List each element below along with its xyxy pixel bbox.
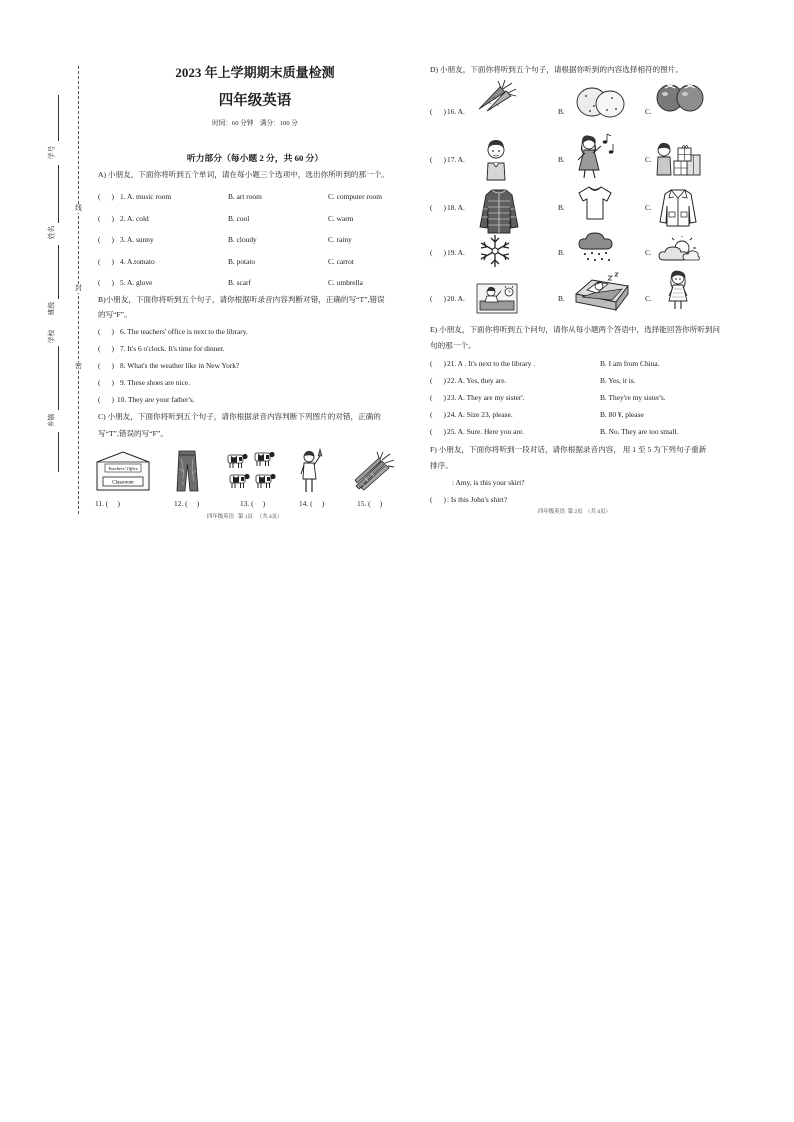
down-jacket-icon (478, 187, 520, 235)
township-label: 乡镇 (48, 413, 56, 428)
option-b: B. Yes, it is. (600, 376, 636, 385)
answer-blank: ( ) (98, 235, 115, 244)
option-a-label: 16. A. (447, 107, 465, 116)
section-e-instruction: E) 小朋友，下面你将听到五个问句，请你从每小题两个答语中，选择能回答你所听到问 (430, 325, 721, 334)
dialogue-text: : Is this John's shirt? (447, 495, 508, 504)
potato-icon (574, 82, 626, 120)
option-c: C. computer room (328, 192, 382, 201)
sign-top-text: Teachers' Office (108, 466, 138, 471)
option-a-label: 19. A. (447, 248, 465, 257)
answer-blank: ( ) (98, 395, 115, 404)
page-footer: 四年级英语 第 1页 （共 4页） (207, 514, 283, 520)
section-b-instruction-cont: 的写“F”。 (98, 310, 132, 319)
option-a: 4. A.tomato (120, 257, 155, 266)
question-row (0, 427, 794, 437)
answer-blank: ( ) (98, 192, 115, 201)
answer-blank: ( ) (98, 361, 115, 370)
option-b: B. They're my sister's. (600, 393, 666, 402)
picture-label: 15. ( ) (357, 499, 383, 508)
sun-cloud-icon (658, 236, 700, 264)
option-b: B. art room (228, 192, 262, 201)
option-c-label: C. (645, 155, 652, 164)
class-label: 班级 (48, 301, 56, 316)
picture-label: 11. ( ) (95, 499, 120, 508)
picture-label: 12. ( ) (174, 499, 200, 508)
answer-blank: ( ) (430, 359, 447, 368)
answer-blank: ( ) (430, 410, 447, 419)
option-b: B. potato (228, 257, 256, 266)
fill-line (58, 95, 59, 141)
sentence: 9. These shoes are nice. (120, 378, 191, 387)
t-shirt-icon (577, 185, 613, 221)
option-a: 5. A. glove (120, 278, 153, 287)
option-c: C. carrot (328, 257, 354, 266)
child-with-boxes-icon (654, 141, 702, 179)
section-e-instruction-cont: 句的那一个。 (430, 341, 476, 350)
sleeping-icon (572, 272, 630, 312)
answer-blank: ( ) (430, 155, 447, 164)
option-a-label: 20. A. (447, 294, 465, 303)
option-c: C. umbrella (328, 278, 363, 287)
answer-blank: ( ) (430, 393, 447, 402)
carrot-icon (474, 78, 518, 112)
sign-bottom-text: Classroom (112, 480, 134, 486)
question-row (0, 359, 794, 369)
option-a: 23. A. They are my sister'. (447, 393, 525, 402)
answer-blank: ( ) (430, 248, 447, 257)
section-c-instruction: C) 小朋友，下面你将听到五个句子，请你根据录音内容判断下列图片的对错，正确的 (98, 412, 381, 421)
rain-cloud-icon (577, 231, 615, 265)
getting-up-icon (476, 281, 518, 315)
option-a-label: 17. A. (447, 155, 465, 164)
answer-blank: ( ) (98, 378, 115, 387)
option-c: C. warm (328, 214, 354, 223)
answer-blank: ( ) (98, 214, 115, 223)
option-a: 24. A. Size 23, please. (447, 410, 513, 419)
option-b: B. cloudy (228, 235, 257, 244)
option-c-label: C. (645, 248, 652, 257)
section-c-instruction-cont: 写“T”,错误的写“F”。 (98, 429, 168, 438)
option-a: 1. A. music room (120, 192, 172, 201)
option-a-label: 18. A. (447, 203, 465, 212)
answer-blank: ( ) (430, 107, 447, 116)
option-b: B. No. They are too small. (600, 427, 679, 436)
section-a-instruction: A) 小朋友，下面你将听到五个单词，请在每小题三个选项中，选出你所听到的那一个。 (98, 170, 389, 179)
option-a: 3. A. sunny (120, 235, 154, 244)
listening-part-heading: 听力部分（每小题 2 分，共 60 分） (186, 153, 324, 163)
option-b: B. scarf (228, 278, 251, 287)
coat-icon (659, 188, 697, 228)
picture-label: 13. ( ) (240, 499, 266, 508)
exam-meta: 时间：60 分钟 满分：100 分 (212, 120, 298, 127)
answer-blank: ( ) (98, 278, 115, 287)
section-d-instruction: D) 小朋友，下面你将听到五个句子，请根据你听到的内容选择相符的图片。 (430, 65, 683, 74)
option-a: 25. A. Sure. Here you are. (447, 427, 524, 436)
section-f-instruction-cont: 排序。 (430, 461, 453, 470)
seal-mark: 密 (73, 362, 84, 371)
option-c: C. rainy (328, 235, 352, 244)
option-a: 2. A. cold (120, 214, 149, 223)
question-row (0, 410, 794, 420)
exam-subject: 四年级英语 (218, 93, 292, 109)
option-b-label: B. (558, 203, 565, 212)
school-label: 学校 (48, 329, 56, 344)
picture-label: 14. ( ) (299, 499, 325, 508)
option-b-label: B. (558, 155, 565, 164)
section-b-instruction: B)小朋友，下面你将听到五个句子，请你根据听录音内容判断对错，正确的写“T”,错误 (98, 295, 385, 304)
boy-icon (483, 138, 509, 182)
option-c-label: C. (645, 294, 652, 303)
dialogue-line (0, 478, 794, 488)
sentence: 8. What's the weather like in New York? (120, 361, 240, 370)
question-row (0, 344, 794, 354)
tomato-icon (654, 79, 706, 113)
option-c-label: C. (645, 203, 652, 212)
dialogue-text: : Amy, is this your skirt? (452, 478, 525, 487)
option-b-label: B. (558, 248, 565, 257)
question-row (0, 393, 794, 403)
option-a: 21. A . It's next to the library . (447, 359, 536, 368)
answer-blank: ( ) (430, 203, 447, 212)
student-number-label: 学号 (48, 145, 56, 160)
girl-icon (664, 269, 692, 311)
sentence: 10. They are your father's. (117, 395, 195, 404)
answer-blank: ( ) (430, 495, 447, 504)
answer-blank: ( ) (430, 376, 447, 385)
sentence: 6. The teachers' office is next to the library. (120, 327, 248, 336)
name-label: 姓名 (48, 225, 56, 240)
option-b: B. I am from China. (600, 359, 660, 368)
option-b-label: B. (558, 107, 565, 116)
section-f-instruction: F) 小朋友，下面你将听到一段对话，请你根据录音内容， 用 1 至 5 为下列句子重新 (430, 445, 707, 454)
answer-blank: ( ) (430, 294, 447, 303)
singing-girl-icon (571, 132, 615, 180)
sentence: 7. It's 6 o'clock. It's time for dinner. (120, 344, 225, 353)
snowflake-icon (476, 233, 514, 269)
seal-mark: 封 (73, 284, 84, 293)
answer-blank: ( ) (98, 327, 115, 336)
answer-blank: ( ) (98, 344, 115, 353)
option-c-label: C. (645, 107, 652, 116)
fill-line (58, 432, 59, 472)
option-a: 22. A. Yes, they are. (447, 376, 507, 385)
answer-blank: ( ) (98, 257, 115, 266)
question-row (0, 376, 794, 386)
dialogue-line (0, 495, 794, 505)
option-b-label: B. (558, 294, 565, 303)
option-b: B. 80 ¥, please (600, 410, 644, 419)
option-b: B. cool (228, 214, 250, 223)
answer-blank: ( ) (430, 427, 447, 436)
seal-mark: 线 (73, 204, 84, 213)
exam-title: 2023 年上学期期末质量检测 (175, 65, 335, 80)
page-footer: 四年级英语 第 2页 （共 4页） (538, 509, 611, 515)
